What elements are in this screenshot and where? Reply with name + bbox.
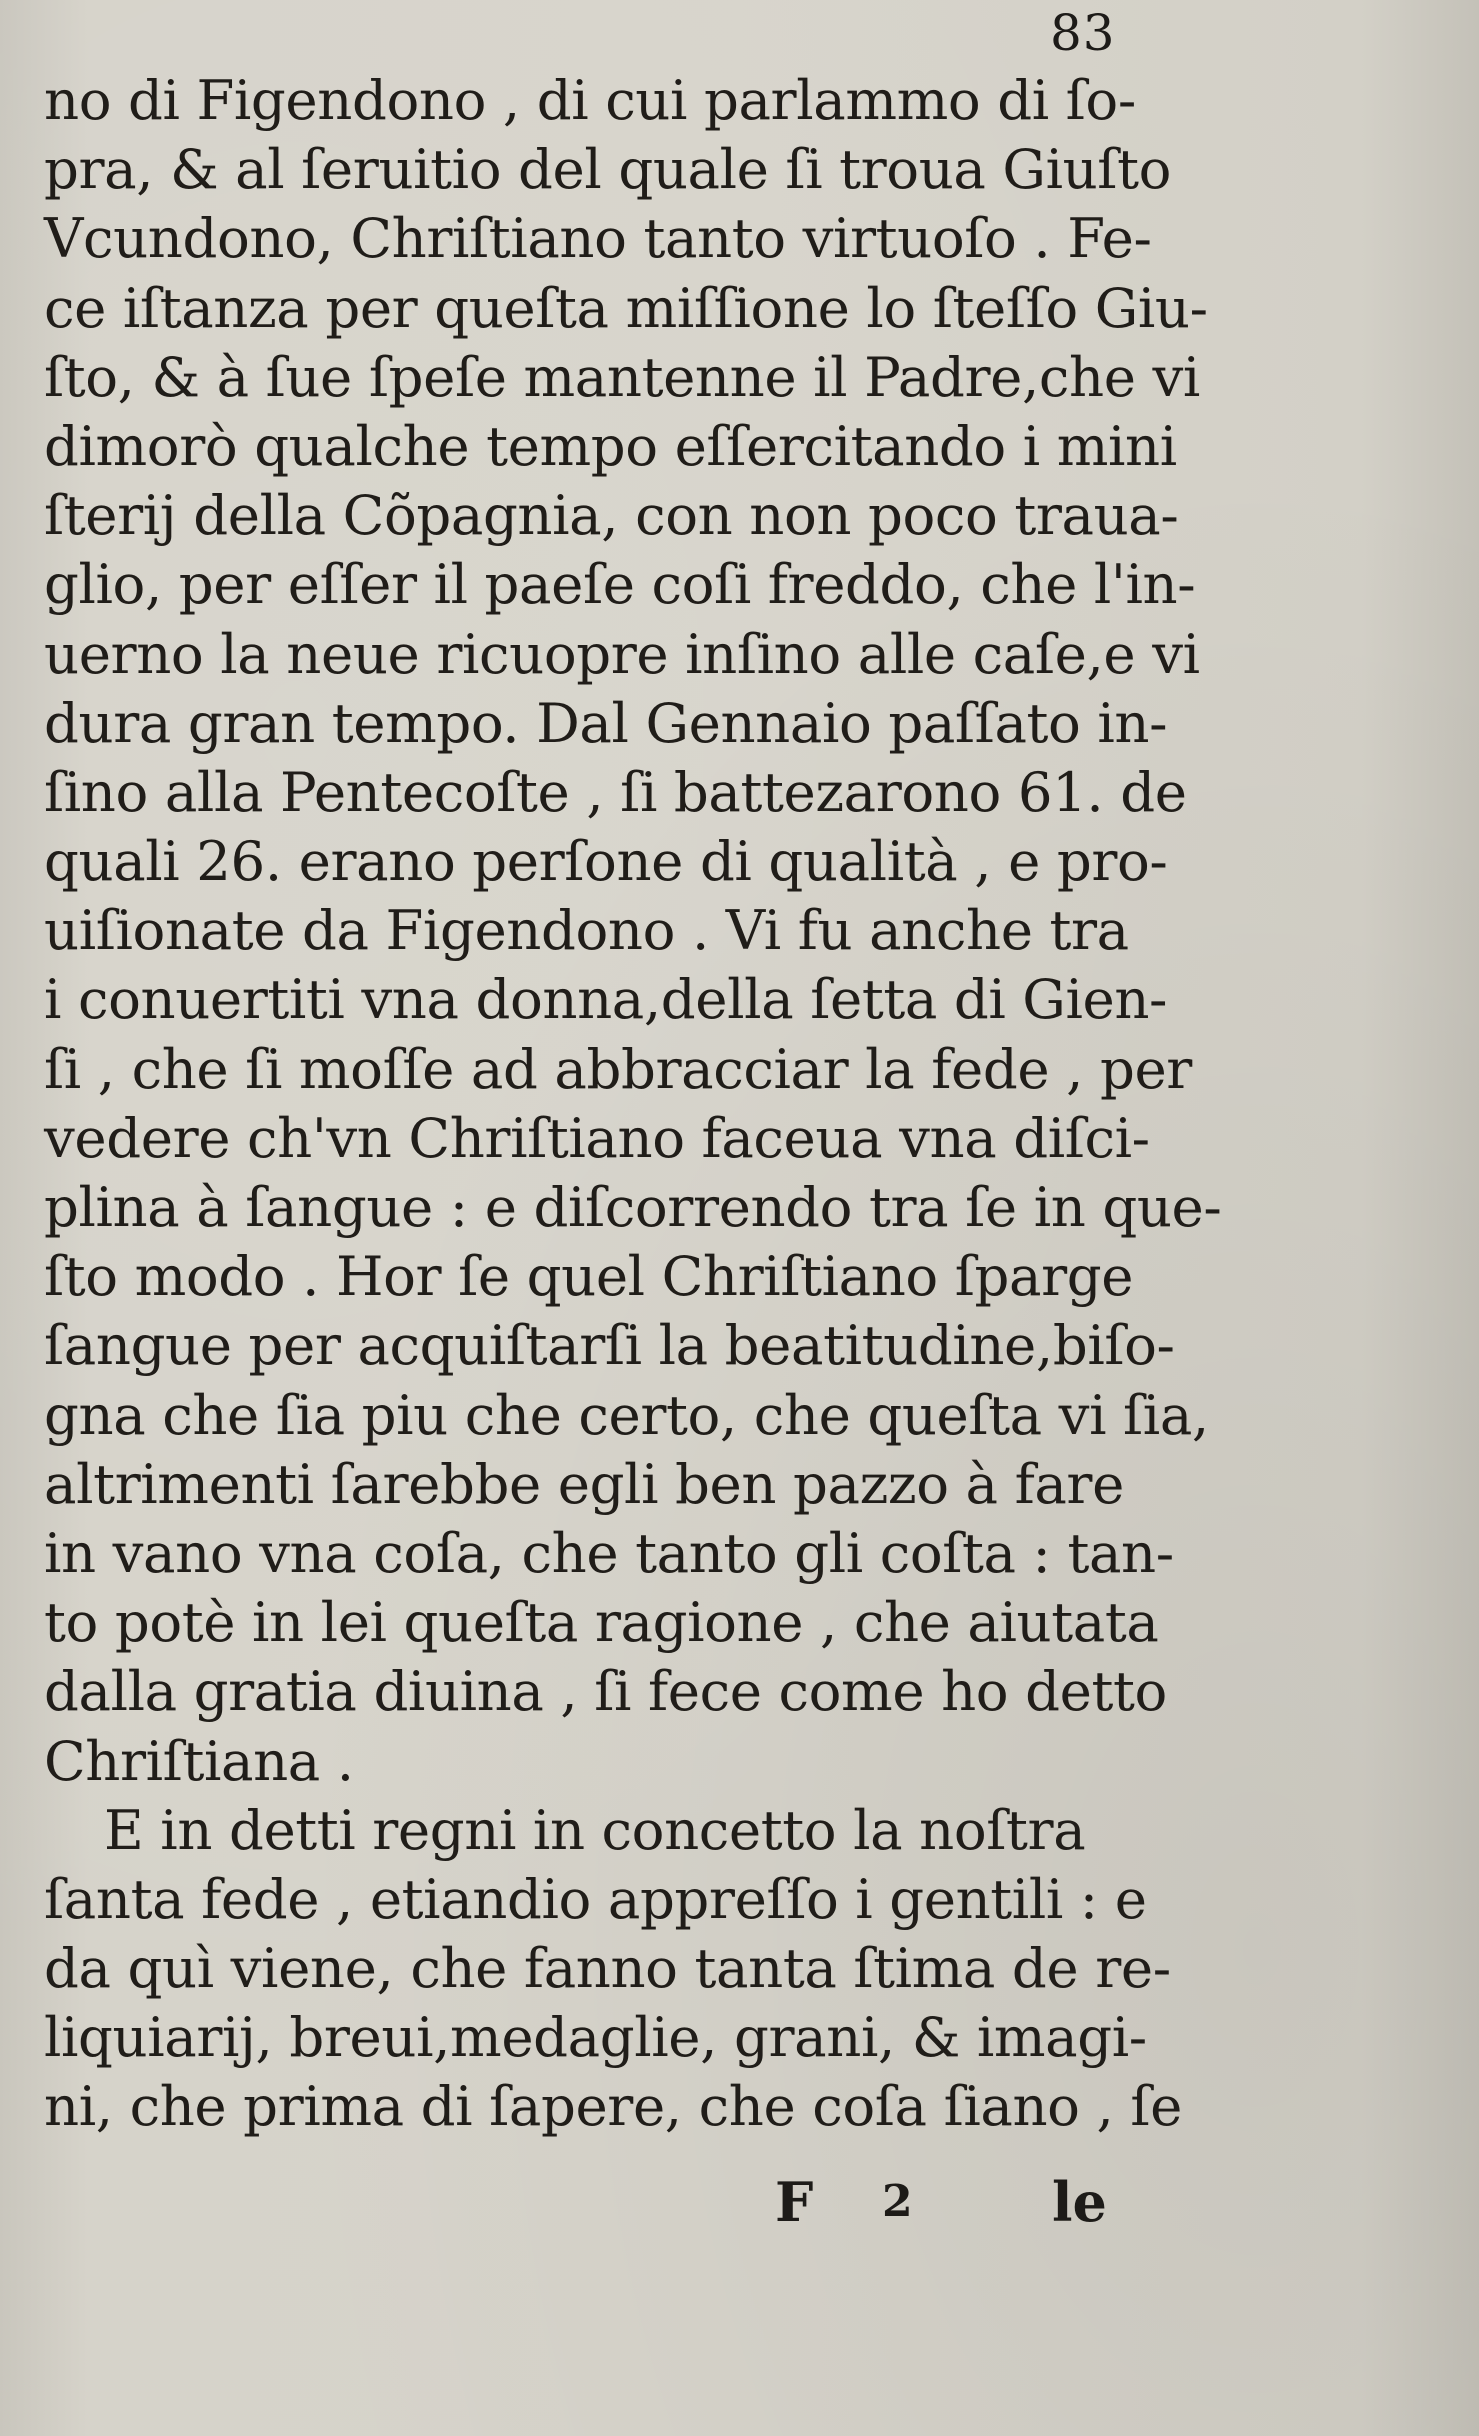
text-line-8: glio, per eſſer il paeſe coſi freddo, che l'in- xyxy=(44,552,1196,617)
text-line-25: Chriſtiana . xyxy=(44,1728,354,1793)
text-line-22: in vano vna coſa, che tanto gli coſta : tan- xyxy=(44,1520,1174,1585)
text-line-5: ſto, & à ſue ſpeſe mantenne il Padre,che vi xyxy=(44,344,1200,409)
text-line-21: altrimenti ſarebbe egli ben pazzo à fare xyxy=(44,1451,1124,1516)
text-line-30: ni, che prima di ſapere, che coſa ſiano , ſe xyxy=(44,2074,1182,2139)
text-line-26: E in detti regni in concetto la noſtra xyxy=(104,1797,1086,1862)
signature-letter: F xyxy=(775,2170,814,2234)
text-line-10: dura gran tempo. Dal Gennaio paſſato in- xyxy=(44,690,1168,755)
text-line-19: ſangue per acquiſtarſi la beatitudine,biſo- xyxy=(44,1313,1175,1378)
text-block xyxy=(44,66,1222,2142)
text-line-9: uerno la neue ricuopre inſino alle caſe,e vi xyxy=(44,621,1200,686)
page-number: 83 xyxy=(1050,4,1116,62)
text-line-27: ſanta fede , etiandio appreſſo i gentili : e xyxy=(44,1866,1147,1931)
text-line-23: to potè in lei queſta ragione , che aiutata xyxy=(44,1590,1159,1655)
text-line-2: pra, & al ſeruitio del quale ſi troua Giuſto xyxy=(44,137,1171,202)
text-line-20: gna che ſia piu che certo, che queſta vi ſia, xyxy=(44,1382,1209,1447)
text-line-14: i conuertiti vna donna,della ſetta di Gien- xyxy=(44,967,1168,1032)
text-line-28: da quì viene, che fanno tanta ſtima de re- xyxy=(44,1936,1171,2001)
catchword: le xyxy=(1052,2170,1107,2234)
text-line-18: ſto modo . Hor ſe quel Chriſtiano ſparge xyxy=(44,1244,1134,1309)
text-line-17: plina à ſangue : e diſcorrendo tra ſe in que- xyxy=(44,1175,1222,1239)
text-line-13: uiſionate da Figendono . Vi fu anche tra xyxy=(44,898,1129,963)
text-line-29: liquiarij, breui,medaglie, grani, & imagi- xyxy=(44,2005,1147,2070)
text-line-7: ſterij della Cõpagnia, con non poco traua- xyxy=(44,483,1179,548)
text-line-4: ce iſtanza per queſta miſſione lo ſteſſo Giu- xyxy=(44,275,1208,340)
text-line-6: dimorò qualche tempo eſſercitando i mini xyxy=(44,413,1177,478)
signature-line xyxy=(0,2170,1479,2250)
text-line-1: no di Figendono , di cui parlammo di ſo- xyxy=(44,68,1136,132)
text-line-3: Vcundono, Chriſtiano tanto virtuoſo . Fe- xyxy=(44,206,1152,271)
text-line-12: quali 26. erano perſone di qualità , e pro- xyxy=(44,829,1168,894)
text-line-24: dalla gratia diuina , ſi fece come ho detto xyxy=(44,1659,1167,1724)
signature-number: 2 xyxy=(882,2176,913,2227)
text-line-15: ſi , che ſi moſſe ad abbracciar la fede , per xyxy=(44,1036,1192,1101)
text-line-11: ſino alla Pentecoſte , ſi battezarono 61. de xyxy=(44,759,1187,824)
text-line-16: vedere ch'vn Chriſtiano faceua vna diſci- xyxy=(44,1105,1150,1170)
